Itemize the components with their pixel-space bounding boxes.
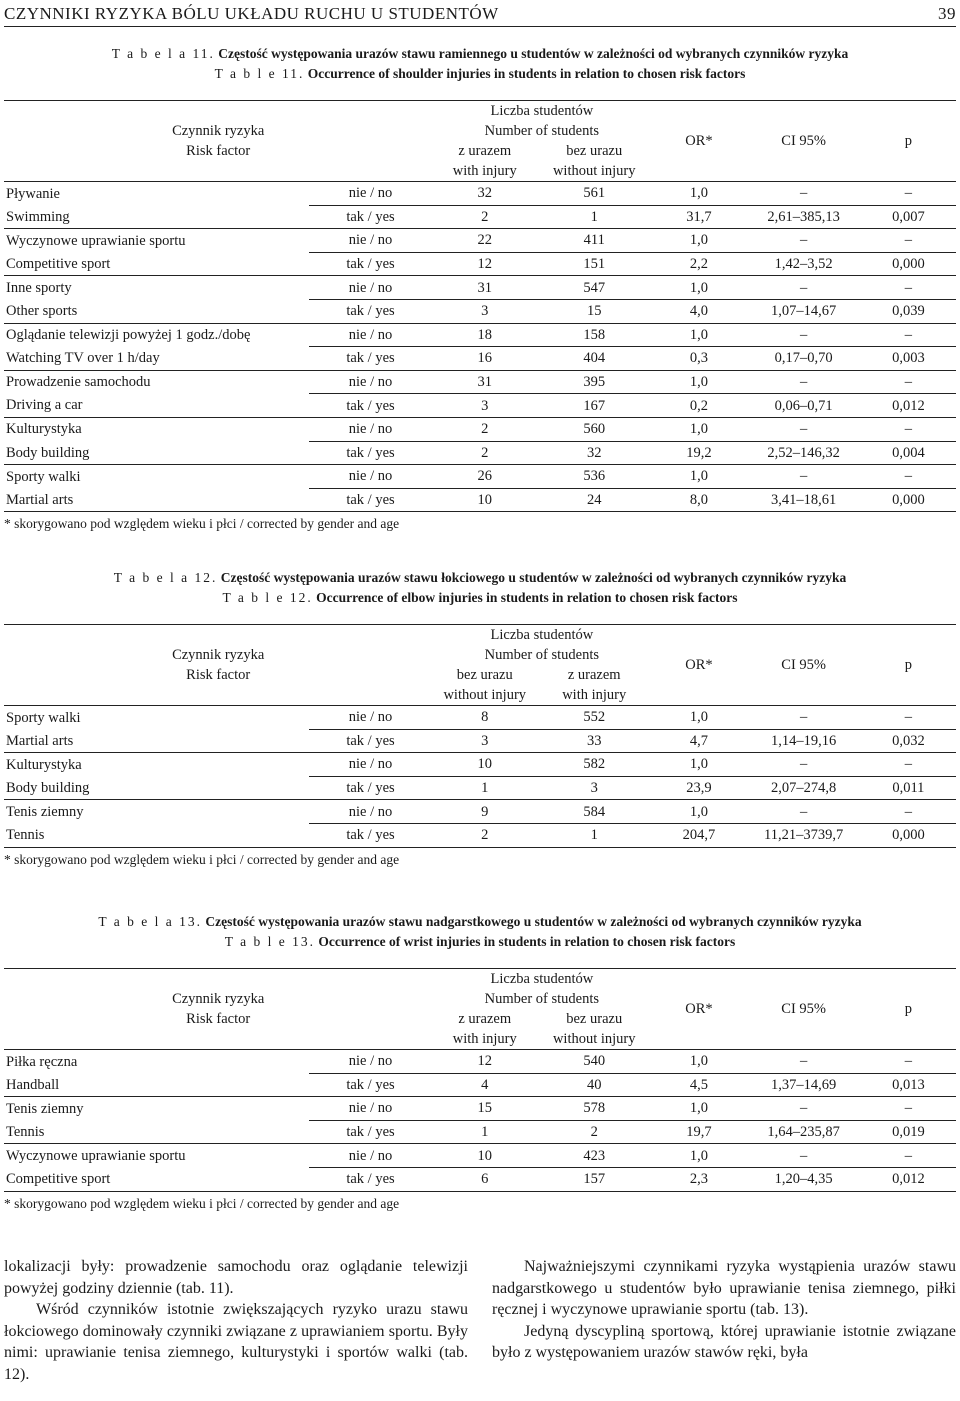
or-cell: 1,0 xyxy=(651,1144,746,1168)
table-row xyxy=(4,441,956,465)
count-cell-1: 3 xyxy=(432,299,537,323)
count-cell-2: 536 xyxy=(537,465,651,489)
count-cell-1: 3 xyxy=(432,394,537,418)
level-cell: nie / no xyxy=(309,800,433,824)
ci-cell: 3,41–18,61 xyxy=(747,488,861,512)
table-label-en: T a b l e 11. xyxy=(214,66,305,81)
table-caption-en: Occurrence of elbow injuries in students in relation to chosen risk factors xyxy=(316,590,738,605)
level-cell: nie / no xyxy=(309,229,433,253)
p-cell: 0,000 xyxy=(861,823,956,847)
body-column-left xyxy=(4,1256,468,1385)
ci-cell: – xyxy=(747,276,861,300)
or-cell: 1,0 xyxy=(651,323,746,347)
table-footnote: * skorygowano pod względem wieku i płci / corrected by gender and age xyxy=(4,1195,400,1211)
factor-name: Martial arts xyxy=(4,488,309,512)
level-cell: nie / no xyxy=(309,1144,433,1168)
level-cell: tak / yes xyxy=(309,347,433,371)
table-row xyxy=(4,1050,956,1074)
p-cell: 0,003 xyxy=(861,347,956,371)
ci-cell: 1,20–4,35 xyxy=(747,1167,861,1191)
count-cell-2: 582 xyxy=(537,753,651,777)
ci-cell: 1,37–14,69 xyxy=(747,1073,861,1097)
factor-name: Kulturystyka xyxy=(4,417,309,441)
factor-name: Prowadzenie samochodu xyxy=(4,370,309,394)
header-col-2 xyxy=(537,141,651,182)
ci-cell: – xyxy=(747,229,861,253)
header-factor xyxy=(4,625,432,706)
table-caption-pl: Częstość występowania urazów stawu ramiennego u studentów w zależności od wybranych czynników ryzyka xyxy=(218,46,849,61)
count-cell-1: 4 xyxy=(432,1073,537,1097)
table-label-pl: T a b e l a 12. xyxy=(113,570,218,585)
ci-cell: – xyxy=(747,753,861,777)
count-cell-2: 151 xyxy=(537,252,651,276)
count-cell-1: 22 xyxy=(432,229,537,253)
p-cell: 0,004 xyxy=(861,441,956,465)
ci-cell: – xyxy=(747,706,861,730)
header-col-1 xyxy=(432,1009,537,1050)
level-cell: tak / yes xyxy=(309,299,433,323)
p-cell: – xyxy=(861,1097,956,1121)
count-cell-2: 404 xyxy=(537,347,651,371)
factor-name: Wyczynowe uprawianie sportu xyxy=(4,229,309,253)
p-cell: 0,019 xyxy=(861,1120,956,1144)
count-cell-2: 167 xyxy=(537,394,651,418)
factor-name: Martial arts xyxy=(6,732,74,749)
or-cell: 19,2 xyxy=(651,441,746,465)
factor-name: Handball xyxy=(6,1076,60,1093)
ci-cell: – xyxy=(747,1050,861,1074)
count-cell-1: 10 xyxy=(432,1144,537,1168)
p-cell: 0,013 xyxy=(861,1073,956,1097)
count-cell-2: 540 xyxy=(537,1050,651,1074)
or-cell: 1,0 xyxy=(651,1097,746,1121)
caption-pl xyxy=(4,568,956,588)
paragraph: lokalizacji były: prowadzenie samochodu oraz oglądanie telewizji powyżej godziny dziennie (tab. 11). xyxy=(4,1258,468,1297)
factor-name: Wyczynowe uprawianie sportu xyxy=(4,1144,309,1168)
header-col-2-pl: bez urazu xyxy=(566,1011,623,1027)
table-row xyxy=(4,1073,956,1097)
p-cell: 0,000 xyxy=(861,252,956,276)
header-or: OR* xyxy=(651,625,746,706)
header-factor-en: Risk factor xyxy=(186,667,251,683)
header-count xyxy=(432,101,651,142)
p-cell: – xyxy=(861,465,956,489)
table-caption-en: Occurrence of shoulder injuries in students in relation to chosen risk factors xyxy=(307,66,746,81)
header-col-1-pl: z urazem xyxy=(458,1011,512,1027)
level-cell: tak / yes xyxy=(309,394,433,418)
count-cell-1: 10 xyxy=(432,753,537,777)
level-cell: nie / no xyxy=(309,182,433,206)
count-cell-2: 411 xyxy=(537,229,651,253)
or-cell: 4,0 xyxy=(651,299,746,323)
count-cell-2: 24 xyxy=(537,488,651,512)
count-cell-1: 1 xyxy=(432,776,537,800)
table-row xyxy=(4,729,956,753)
table-row xyxy=(4,465,956,489)
header-col-2-en: without injury xyxy=(552,163,636,179)
table-label-pl: T a b e l a 13. xyxy=(98,914,202,929)
header-p: p xyxy=(861,101,956,182)
factor-name: Watching TV over 1 h/day xyxy=(6,350,160,367)
header-col-2-pl: z urazem xyxy=(567,667,621,683)
header-count-en: Number of students xyxy=(484,991,600,1007)
data-table xyxy=(4,624,956,848)
header-factor-pl: Czynnik ryzyka xyxy=(172,991,265,1007)
or-cell: 31,7 xyxy=(651,205,746,229)
count-cell-1: 31 xyxy=(432,276,537,300)
p-cell: – xyxy=(861,323,956,347)
table-row xyxy=(4,1120,956,1144)
p-cell: 0,039 xyxy=(861,299,956,323)
header-factor-en: Risk factor xyxy=(186,143,251,159)
table-13-section xyxy=(4,912,956,1214)
ci-cell: 0,17–0,70 xyxy=(747,347,861,371)
or-cell: 1,0 xyxy=(651,370,746,394)
count-cell-1: 12 xyxy=(432,1050,537,1074)
level-cell: tak / yes xyxy=(309,729,433,753)
running-title: CZYNNIKI RYZYKA BÓLU UKŁADU RUCHU U STUDENTÓW xyxy=(4,4,499,23)
level-cell: nie / no xyxy=(309,1097,433,1121)
or-cell: 2,3 xyxy=(651,1167,746,1191)
factor-name: Kulturystyka xyxy=(4,753,309,777)
factor-name: Driving a car xyxy=(6,397,83,414)
count-cell-1: 31 xyxy=(432,370,537,394)
or-cell: 0,3 xyxy=(651,347,746,371)
or-cell: 1,0 xyxy=(651,1050,746,1074)
count-cell-2: 578 xyxy=(537,1097,651,1121)
table-row xyxy=(4,252,956,276)
header-p: p xyxy=(861,969,956,1050)
count-cell-2: 32 xyxy=(537,441,651,465)
or-cell: 1,0 xyxy=(651,465,746,489)
header-ci: CI 95% xyxy=(747,101,861,182)
factor-name: Tennis xyxy=(4,823,309,847)
header-or: OR* xyxy=(651,969,746,1050)
count-cell-1: 15 xyxy=(432,1097,537,1121)
or-cell: 1,0 xyxy=(651,417,746,441)
table-row xyxy=(4,205,956,229)
header-count-en: Number of students xyxy=(484,123,600,139)
table-row xyxy=(4,753,956,777)
table-caption-pl: Częstość występowania urazów stawu łokciowego u studentów w zależności od wybranych czynników ryzyka xyxy=(220,570,847,585)
count-cell-2: 33 xyxy=(537,729,651,753)
header-col-1-en: with injury xyxy=(452,1031,517,1047)
page-number: 39 xyxy=(938,4,956,23)
table-row xyxy=(4,1167,956,1191)
paragraph: Jedyną dyscypliną sportową, której uprawianie istotnie związane było z występowaniem urazów stawów ręki, była xyxy=(492,1322,956,1361)
ci-cell: 2,61–385,13 xyxy=(747,205,861,229)
factor-name: Body building xyxy=(6,444,90,461)
ci-cell: – xyxy=(747,1097,861,1121)
p-cell: – xyxy=(861,753,956,777)
header-count xyxy=(432,969,651,1010)
header-col-1 xyxy=(432,141,537,182)
p-cell: – xyxy=(861,417,956,441)
or-cell: 1,0 xyxy=(651,229,746,253)
factor-name: Pływanie xyxy=(4,182,309,206)
p-cell: – xyxy=(861,1050,956,1074)
p-cell: – xyxy=(861,800,956,824)
table-row xyxy=(4,370,956,394)
or-cell: 8,0 xyxy=(651,488,746,512)
table-row xyxy=(4,823,956,847)
count-cell-1: 12 xyxy=(432,252,537,276)
count-cell-1: 18 xyxy=(432,323,537,347)
header-count-en: Number of students xyxy=(484,647,600,663)
body-column-right xyxy=(492,1256,956,1385)
ci-cell: 2,07–274,8 xyxy=(747,776,861,800)
count-cell-2: 584 xyxy=(537,800,651,824)
ci-cell: – xyxy=(747,370,861,394)
table-label-en: T a b l e 13. xyxy=(224,934,316,949)
table-row xyxy=(4,706,956,730)
level-cell: nie / no xyxy=(309,417,433,441)
header-factor xyxy=(4,101,432,182)
or-cell: 1,0 xyxy=(651,706,746,730)
ci-cell: – xyxy=(747,465,861,489)
ci-cell: 1,64–235,87 xyxy=(747,1120,861,1144)
level-cell: tak / yes xyxy=(309,488,433,512)
header-factor-pl: Czynnik ryzyka xyxy=(172,647,265,663)
level-cell: tak / yes xyxy=(309,776,433,800)
count-cell-2: 423 xyxy=(537,1144,651,1168)
count-cell-1: 26 xyxy=(432,465,537,489)
level-cell: tak / yes xyxy=(309,252,433,276)
header-ci: CI 95% xyxy=(747,969,861,1050)
count-cell-2: 15 xyxy=(537,299,651,323)
table-row xyxy=(4,800,956,824)
level-cell: tak / yes xyxy=(309,205,433,229)
ci-cell: 11,21–3739,7 xyxy=(747,823,861,847)
table-row xyxy=(4,323,956,347)
count-cell-1: 2 xyxy=(432,441,537,465)
header-p: p xyxy=(861,625,956,706)
or-cell: 204,7 xyxy=(651,823,746,847)
running-header xyxy=(4,2,956,27)
ci-cell: 1,07–14,67 xyxy=(747,299,861,323)
factor-name: Body building xyxy=(6,779,90,796)
level-cell: nie / no xyxy=(309,706,433,730)
header-col-2-en: without injury xyxy=(552,1031,636,1047)
or-cell: 1,0 xyxy=(651,800,746,824)
caption-pl xyxy=(4,44,956,64)
level-cell: nie / no xyxy=(309,465,433,489)
count-cell-2: 1 xyxy=(537,823,651,847)
header-or: OR* xyxy=(651,101,746,182)
header-count-pl: Liczba studentów xyxy=(490,627,594,643)
header-col-2 xyxy=(537,665,651,706)
level-cell: nie / no xyxy=(309,370,433,394)
ci-cell: – xyxy=(747,323,861,347)
header-count-pl: Liczba studentów xyxy=(490,971,594,987)
count-cell-1: 10 xyxy=(432,488,537,512)
or-cell: 1,0 xyxy=(651,182,746,206)
table-label-pl: T a b e l a 11. xyxy=(111,46,215,61)
level-cell: tak / yes xyxy=(309,441,433,465)
level-cell: nie / no xyxy=(309,323,433,347)
factor-name: Swimming xyxy=(6,208,70,225)
table-footnote: * skorygowano pod względem wieku i płci / corrected by gender and age xyxy=(4,851,400,867)
caption-en xyxy=(4,932,956,952)
count-cell-1: 16 xyxy=(432,347,537,371)
count-cell-1: 3 xyxy=(432,729,537,753)
table-row xyxy=(4,776,956,800)
header-col-1-en: without injury xyxy=(443,687,527,703)
count-cell-2: 395 xyxy=(537,370,651,394)
ci-cell: 1,42–3,52 xyxy=(747,252,861,276)
factor-name: Competitive sport xyxy=(4,1167,309,1191)
factor-name: Tenis ziemny xyxy=(4,1097,309,1121)
count-cell-1: 2 xyxy=(432,417,537,441)
paragraph: Wśród czynników istotnie zwiększających ryzyko urazu stawu łokciowego dominowały czynniki związane z uprawianiem sportu. Były nimi: uprawianie tenisa ziemnego, kulturystyki i sportów walki (tab. 12). xyxy=(4,1301,468,1383)
header-col-1-en: with injury xyxy=(452,163,517,179)
factor-name: Sporty walki xyxy=(4,465,309,489)
factor-name: Tenis ziemny xyxy=(4,800,309,824)
header-col-1-pl: bez urazu xyxy=(456,667,513,683)
level-cell: tak / yes xyxy=(309,823,433,847)
table-row xyxy=(4,347,956,371)
p-cell: – xyxy=(861,229,956,253)
count-cell-2: 40 xyxy=(537,1073,651,1097)
or-cell: 23,9 xyxy=(651,776,746,800)
ci-cell: – xyxy=(747,800,861,824)
header-count xyxy=(432,625,651,666)
p-cell: 0,012 xyxy=(861,1167,956,1191)
count-cell-1: 6 xyxy=(432,1167,537,1191)
or-cell: 1,0 xyxy=(651,276,746,300)
ci-cell: – xyxy=(747,182,861,206)
table-row xyxy=(4,229,956,253)
p-cell: 0,032 xyxy=(861,729,956,753)
count-cell-1: 32 xyxy=(432,182,537,206)
count-cell-2: 158 xyxy=(537,323,651,347)
header-col-1-pl: z urazem xyxy=(458,143,512,159)
p-cell: – xyxy=(861,706,956,730)
count-cell-1: 1 xyxy=(432,1120,537,1144)
level-cell: nie / no xyxy=(309,1050,433,1074)
p-cell: – xyxy=(861,182,956,206)
level-cell: tak / yes xyxy=(309,1167,433,1191)
count-cell-2: 3 xyxy=(537,776,651,800)
header-factor xyxy=(4,969,432,1050)
level-cell: tak / yes xyxy=(309,1073,433,1097)
factor-name: Tennis xyxy=(6,1123,45,1140)
table-caption-pl: Częstość występowania urazów stawu nadgarstkowego u studentów w zależności od wybranych czynników ryzyka xyxy=(205,914,862,929)
count-cell-1: 2 xyxy=(432,823,537,847)
table-12-section xyxy=(4,568,956,870)
count-cell-2: 157 xyxy=(537,1167,651,1191)
data-table xyxy=(4,100,956,512)
count-cell-2: 560 xyxy=(537,417,651,441)
or-cell: 2,2 xyxy=(651,252,746,276)
count-cell-1: 2 xyxy=(432,205,537,229)
table-row xyxy=(4,182,956,206)
level-cell: nie / no xyxy=(309,753,433,777)
factor-name: Inne sporty xyxy=(4,276,309,300)
count-cell-1: 9 xyxy=(432,800,537,824)
table-caption-en: Occurrence of wrist injuries in students in relation to chosen risk factors xyxy=(318,934,736,949)
p-cell: 0,000 xyxy=(861,488,956,512)
factor-name: Competitive sport xyxy=(6,255,111,272)
count-cell-2: 561 xyxy=(537,182,651,206)
factor-name: Piłka ręczna xyxy=(4,1050,309,1074)
p-cell: 0,007 xyxy=(861,205,956,229)
header-col-2 xyxy=(537,1009,651,1050)
paragraph: Najważniejszymi czynnikami ryzyka wystąpienia urazów stawu nadgarstkowego u studentów było uprawianie tenisa ziemnego, piłki ręcznej i wyczynowe uprawianie sportu (tab. 13). xyxy=(492,1258,956,1318)
table-row xyxy=(4,1144,956,1168)
table-11-section xyxy=(4,44,956,534)
count-cell-2: 547 xyxy=(537,276,651,300)
ci-cell: – xyxy=(747,417,861,441)
header-factor-en: Risk factor xyxy=(186,1011,251,1027)
table-row xyxy=(4,1097,956,1121)
table-row xyxy=(4,488,956,512)
count-cell-2: 2 xyxy=(537,1120,651,1144)
header-ci: CI 95% xyxy=(747,625,861,706)
factor-name: Oglądanie telewizji powyżej 1 godz./dobę xyxy=(4,323,309,347)
header-col-2-pl: bez urazu xyxy=(566,143,623,159)
table-row xyxy=(4,299,956,323)
count-cell-2: 552 xyxy=(537,706,651,730)
p-cell: 0,012 xyxy=(861,394,956,418)
p-cell: – xyxy=(861,276,956,300)
or-cell: 4,5 xyxy=(651,1073,746,1097)
ci-cell: 0,06–0,71 xyxy=(747,394,861,418)
header-count-pl: Liczba studentów xyxy=(490,103,594,119)
body-text xyxy=(4,1256,956,1385)
or-cell: 19,7 xyxy=(651,1120,746,1144)
caption-en xyxy=(4,64,956,84)
count-cell-1: 8 xyxy=(432,706,537,730)
header-col-1 xyxy=(432,665,537,706)
or-cell: 1,0 xyxy=(651,753,746,777)
data-table xyxy=(4,968,956,1192)
table-row xyxy=(4,417,956,441)
table-row xyxy=(4,394,956,418)
ci-cell: – xyxy=(747,1144,861,1168)
ci-cell: 2,52–146,32 xyxy=(747,441,861,465)
p-cell: – xyxy=(861,1144,956,1168)
table-footnote: * skorygowano pod względem wieku i płci / corrected by gender and age xyxy=(4,516,400,532)
ci-cell: 1,14–19,16 xyxy=(747,729,861,753)
caption-en xyxy=(4,588,956,608)
caption-pl xyxy=(4,912,956,932)
or-cell: 4,7 xyxy=(651,729,746,753)
level-cell: nie / no xyxy=(309,276,433,300)
or-cell: 0,2 xyxy=(651,394,746,418)
factor-name: Other sports xyxy=(6,303,78,320)
table-row xyxy=(4,276,956,300)
table-label-en: T a b l e 12. xyxy=(222,590,313,605)
factor-name: Sporty walki xyxy=(4,706,309,730)
p-cell: – xyxy=(861,370,956,394)
level-cell: tak / yes xyxy=(309,1120,433,1144)
count-cell-2: 1 xyxy=(537,205,651,229)
header-factor-pl: Czynnik ryzyka xyxy=(172,123,265,139)
header-col-2-en: with injury xyxy=(562,687,627,703)
p-cell: 0,011 xyxy=(861,776,956,800)
